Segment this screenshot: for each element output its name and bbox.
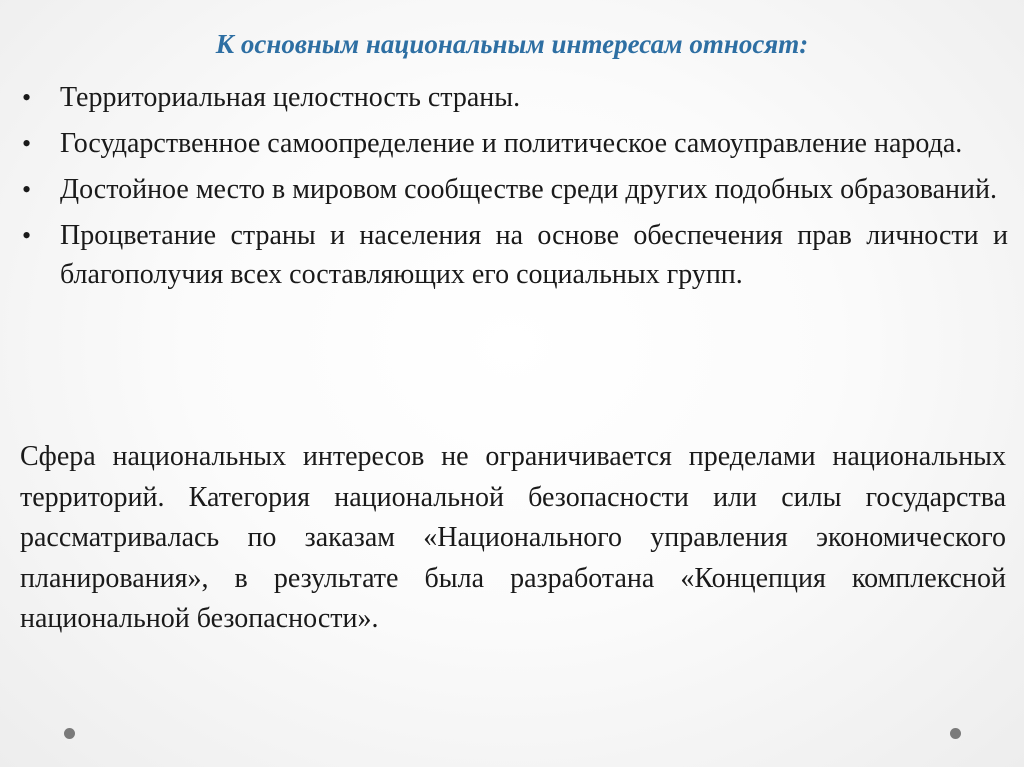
- list-item-text: Территориальная целостность страны.: [60, 82, 521, 113]
- prev-slide-dot-icon[interactable]: [64, 728, 75, 739]
- list-item-text: Государственное самоопределение и политическое самоуправление народа.: [60, 128, 963, 159]
- bullet-icon: •: [22, 129, 32, 158]
- next-slide-dot-icon[interactable]: [950, 728, 961, 739]
- interest-list: [20, 78, 1008, 301]
- list-item: [20, 170, 1008, 209]
- bullet-icon: •: [22, 83, 32, 112]
- slide-title: К основным национальным интересам относят:: [215, 29, 809, 59]
- list-item-text: Достойное место в мировом сообществе среди других подобных образований.: [60, 174, 997, 205]
- list-item: [20, 124, 1008, 163]
- list-item: [20, 78, 1008, 117]
- bullet-icon: •: [22, 175, 32, 204]
- bullet-icon: •: [22, 221, 32, 250]
- body-paragraph: Сфера национальных интересов не ограничивается пределами национальных территорий. Категория национальной безопасности или силы государства рассматривалась по заказам «Национального управления экономического планирования», в результате была разработана «Концепция комплексной национальной безопасности».: [20, 441, 1006, 634]
- list-item: [20, 216, 1008, 294]
- list-item-text: Процветание страны и населения на основе обеспечения прав личности и благополучия всех составляющих его социальных групп.: [60, 220, 1008, 290]
